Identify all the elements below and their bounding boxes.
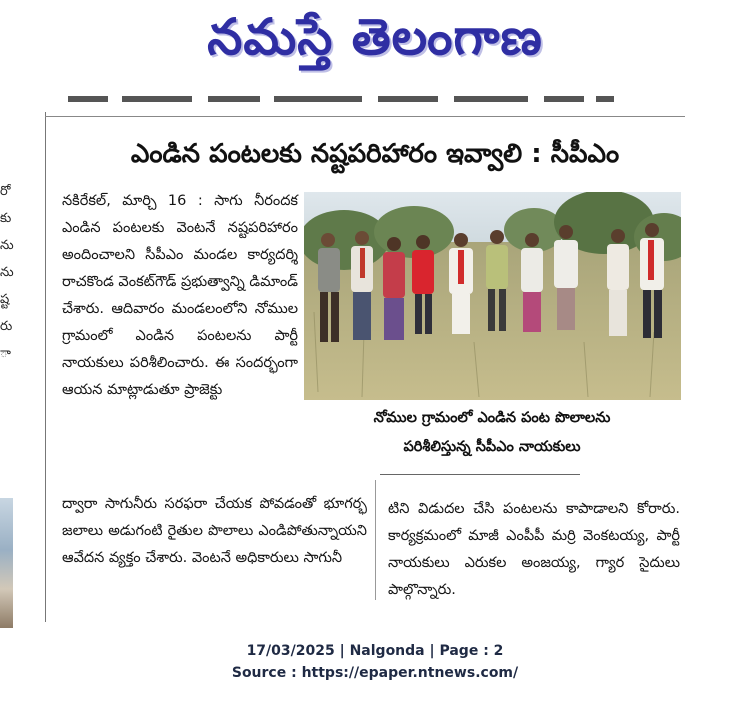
masthead-title: నమస్తే తెలంగాణ xyxy=(207,7,543,66)
neighbor-photo-edge xyxy=(0,498,13,628)
article-body-bottom: ద్వారా సాగునీరు సరఫరా చేయక పోవడంతో భూగర్భ జలాలు అడుగంటి రైతుల పొలాలు ఎండిపోతున్నాయని ఆవేదన వ్యక్తం చేశారు. వెంటనే అధికారులు సాగునీ xyxy=(62,496,367,566)
field-photo-illustration xyxy=(304,192,681,400)
neighbor-column-edge: రో కు ను ను ష్ట రు ా xyxy=(0,184,14,361)
article-photo xyxy=(304,192,681,400)
article-body-left: నకిరేకల్, మార్చి 16 : సాగు నీరందక ఎండిన పంటలకు వెంటనే నష్టపరిహారం అందించాలని సీపీఎం మండల కార్యదర్శి రాచకొండ వెంకట్‌గౌడ్ ప్రభుత్వాన్ని డిమాండ్ చేశారు. ఆదివారం మండలంలోని నోముల గ్రామంలో ఎండిన పంటలను పార్టీ నాయకులు పరిశీలించారు. ఈ సందర్భంగా ఆయన మాట్లాడుతూ ప్రాజెక్టు xyxy=(62,193,299,398)
column-separator xyxy=(375,480,376,600)
caption-rule xyxy=(380,474,580,475)
left-column-rule xyxy=(45,112,46,622)
caption-line-2: పరిశీలిస్తున్న సీపీఎం నాయకులు xyxy=(403,439,581,455)
cut-off-text-strip xyxy=(62,92,622,106)
source-line: Source : https://epaper.ntnews.com/ xyxy=(231,665,519,681)
top-rule xyxy=(45,116,685,117)
caption-line-1: నోముల గ్రామంలో ఎండిన పంట పొలాలను xyxy=(373,410,611,426)
footer xyxy=(0,640,750,684)
edition-line: 17/03/2025 | Nalgonda | Page : 2 xyxy=(246,643,504,659)
masthead xyxy=(0,0,750,86)
photo-caption xyxy=(306,404,678,462)
article-body-right: టిని విడుదల చేసి పంటలను కాపాడాలని కోరారు. కార్యక్రమంలో మాజీ ఎంపీపీ మర్రి వెంకటయ్య, పార్టీ నాయకులు ఎరుకల అంజయ్య, గ్యార సైదులు పాల్గొన్నారు. xyxy=(388,501,680,598)
article-headline: ఎండిన పంటలకు నష్టపరిహారం ఇవ్వాలి : సీపీఎం xyxy=(130,139,620,169)
